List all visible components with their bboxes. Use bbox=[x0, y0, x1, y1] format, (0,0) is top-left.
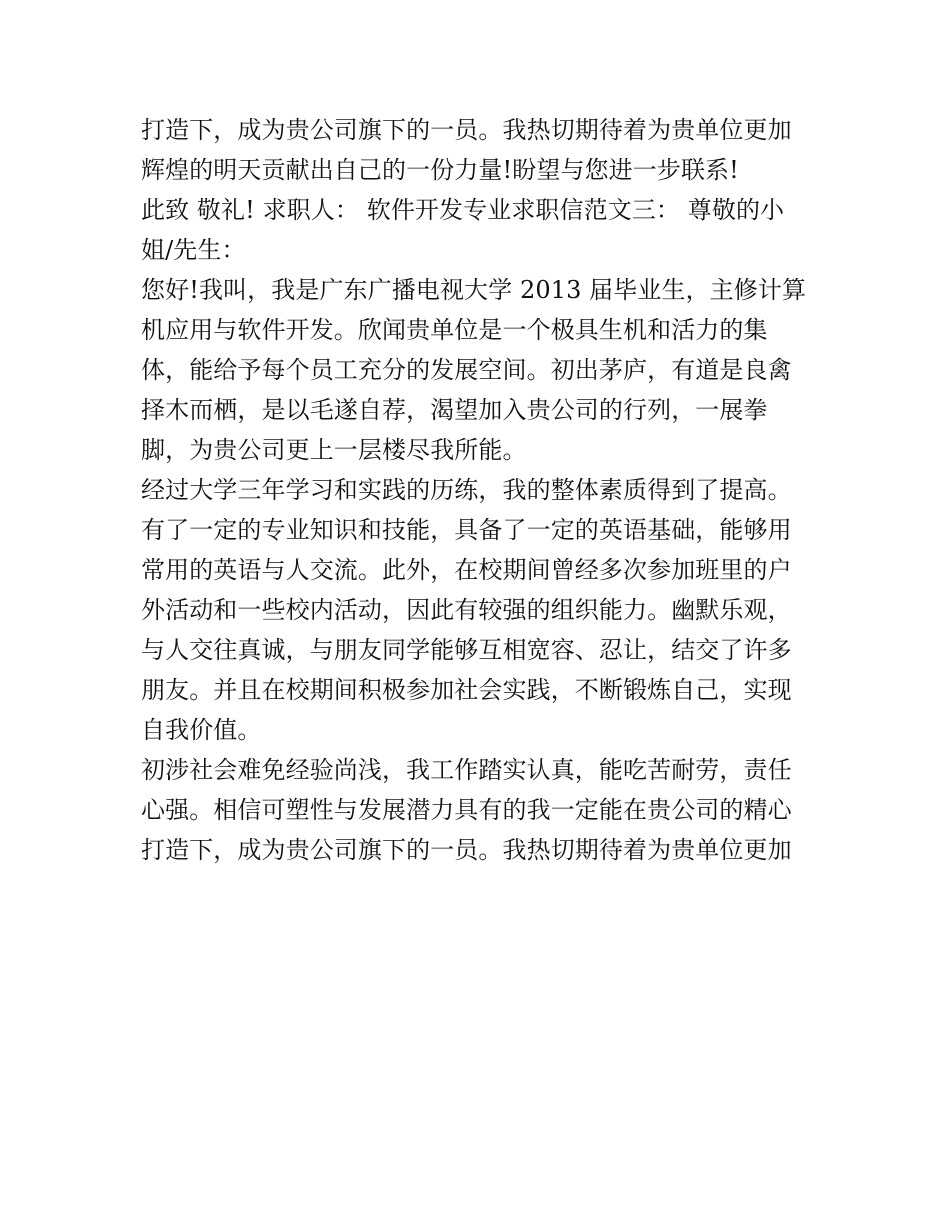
text-line: 择木而栖，是以毛遂自荐，渴望加入贵公司的行列，一展拳 bbox=[141, 396, 768, 424]
text-line: 打造下，成为贵公司旗下的一员。我热切期待着为贵单位更加 bbox=[141, 836, 792, 864]
text-line: 初涉社会难免经验尚浅，我工作踏实认真，能吃苦耐劳，责任 bbox=[141, 756, 792, 784]
text-line: 辉煌的明天贡献出自己的一份力量!盼望与您进一步联系! bbox=[141, 156, 739, 184]
text-line: 机应用与软件开发。欣闻贵单位是一个极具生机和活力的集 bbox=[141, 316, 768, 344]
text-line: 姐/先生： bbox=[141, 236, 246, 264]
text-line: 朋友。并且在校期间积极参加社会实践，不断锻炼自己，实现 bbox=[141, 676, 792, 704]
text-line: 您好!我叫，我是广东广播电视大学 2013 届毕业生，主修计算 bbox=[141, 276, 807, 304]
text-line: 外活动和一些校内活动，因此有较强的组织能力。幽默乐观， bbox=[141, 596, 792, 624]
text-line: 经过大学三年学习和实践的历练，我的整体素质得到了提高。 bbox=[141, 476, 792, 504]
text-line: 体，能给予每个员工充分的发展空间。初出茅庐，有道是良禽 bbox=[141, 356, 792, 384]
text-line: 自我价值。 bbox=[141, 716, 262, 744]
text-line: 常用的英语与人交流。此外，在校期间曾经多次参加班里的户 bbox=[141, 556, 792, 584]
text-line: 有了一定的专业知识和技能，具备了一定的英语基础，能够用 bbox=[141, 516, 792, 544]
text-line: 与人交往真诚，与朋友同学能够互相宽容、忍让，结交了许多 bbox=[141, 636, 792, 664]
text-line: 脚，为贵公司更上一层楼尽我所能。 bbox=[141, 436, 527, 464]
text-line: 心强。相信可塑性与发展潜力具有的我一定能在贵公司的精心 bbox=[141, 796, 792, 824]
text-line: 打造下，成为贵公司旗下的一员。我热切期待着为贵单位更加 bbox=[141, 116, 792, 144]
letter-body bbox=[141, 110, 821, 870]
text-line: 此致 敬礼! 求职人： 软件开发专业求职信范文三： 尊敬的小 bbox=[141, 196, 785, 224]
